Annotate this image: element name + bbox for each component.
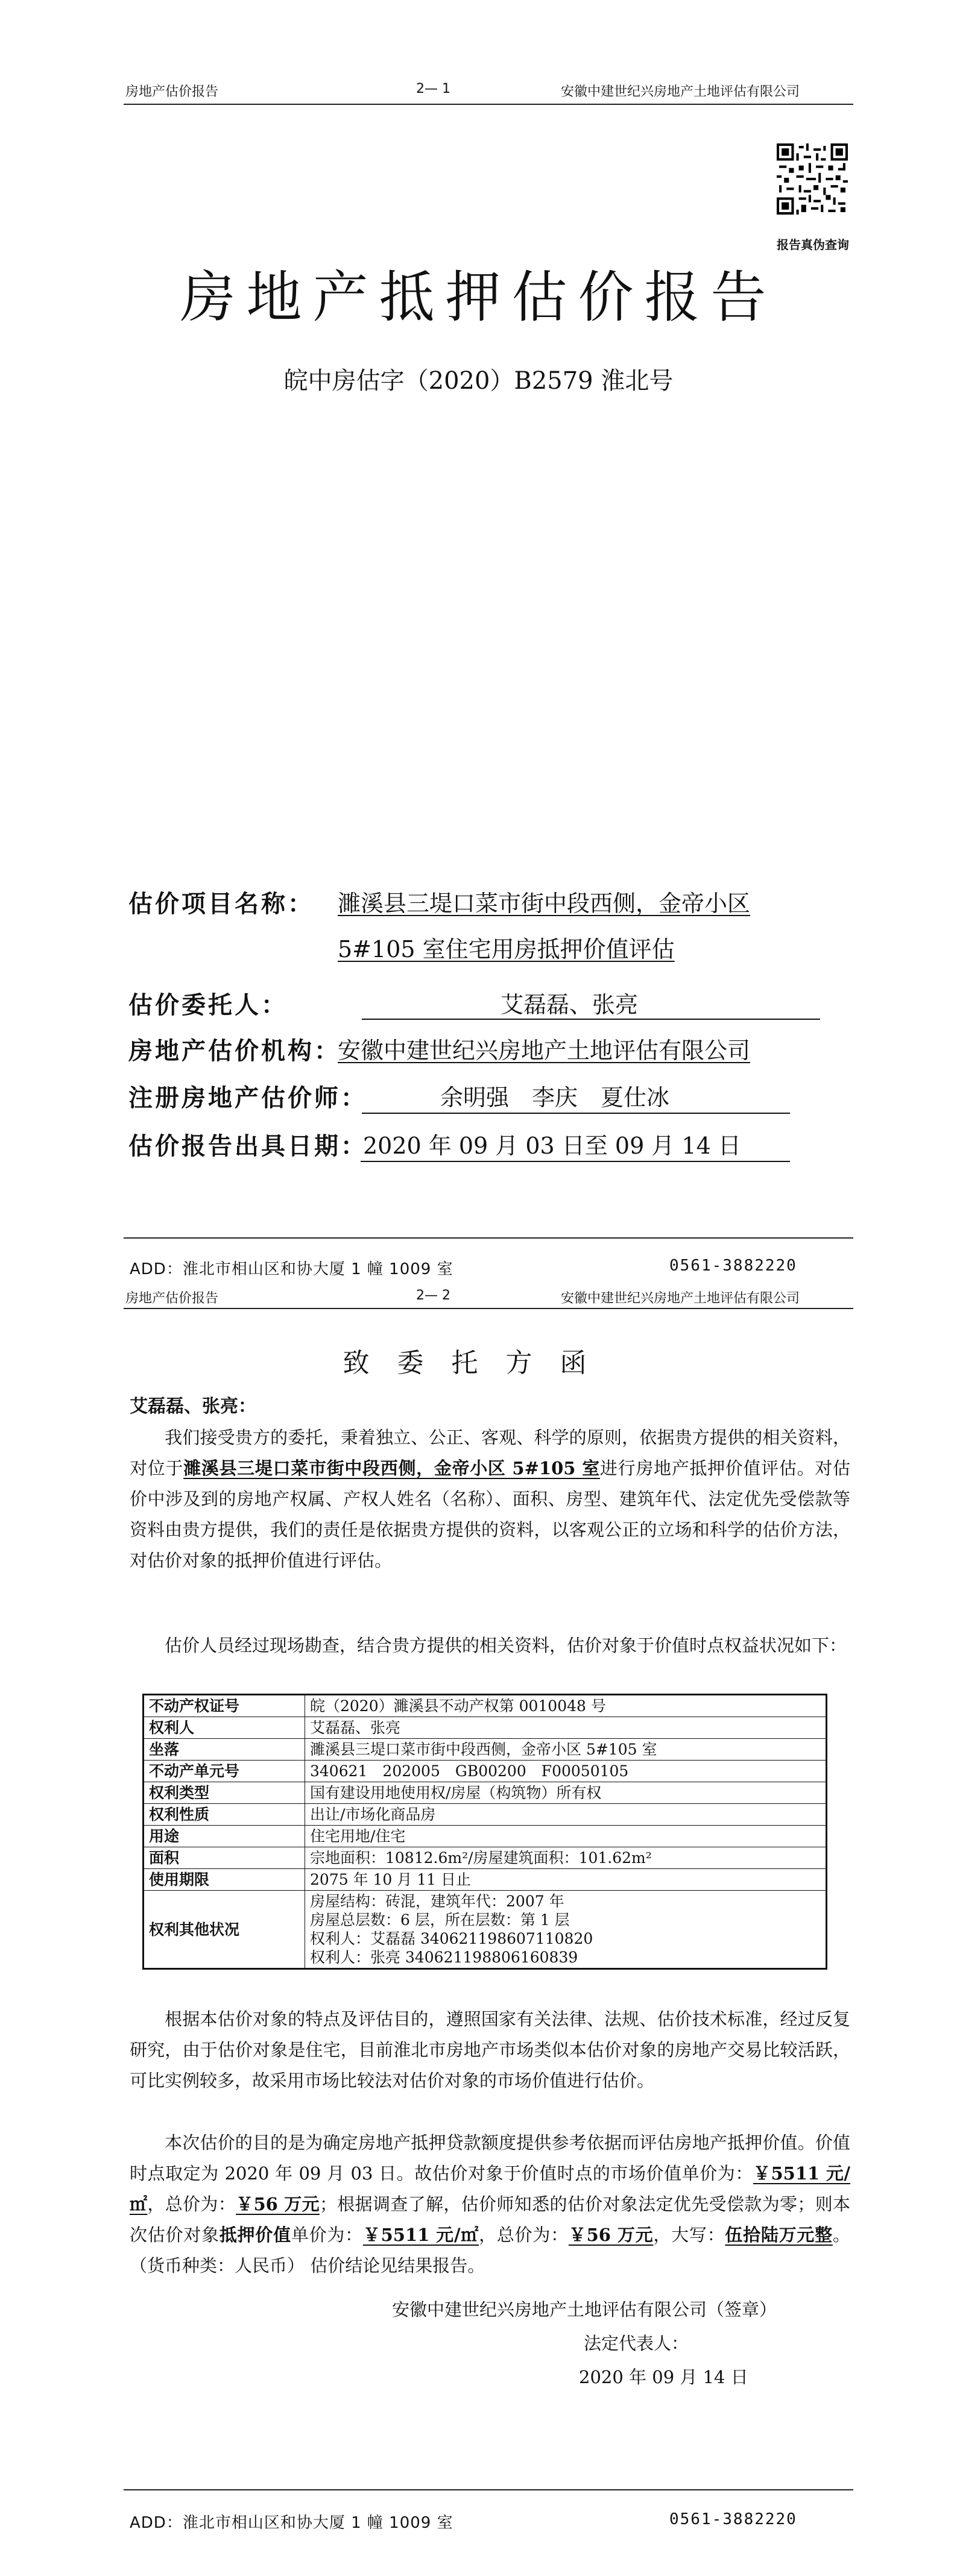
table-row [144, 1717, 827, 1739]
page-number: 2— 2 [416, 1288, 450, 1303]
table-value-cell [305, 1761, 827, 1782]
table-row [144, 1869, 827, 1891]
header-rule [124, 104, 853, 105]
table-value-line: 皖（2020）濉溪县不动产权第 0010048 号 [310, 1697, 606, 1715]
footer-rule [124, 1237, 853, 1239]
table-key-cell: 权利人 [144, 1717, 305, 1739]
market-unit-price: ￥5511 元/㎡ [130, 2163, 850, 2214]
footer-address: ADD：淮北市相山区和协大厦 1 幢 1009 室 [130, 1260, 453, 1278]
table-key-cell: 使用期限 [144, 1869, 305, 1891]
table-row [144, 1695, 827, 1717]
sign-representative: 法定代表人： [584, 2333, 689, 2354]
table-value-line: 权利人：艾磊磊 340621198607110820 [310, 1930, 593, 1947]
report-date-label: 估价报告出具日期： [128, 1132, 367, 1160]
table-key-cell: 坐落 [144, 1739, 305, 1761]
letter-paragraph-1: 我们接受贵方的委托，秉着独立、公正、客观、科学的原则，依据贵方提供的相关资料，对位于濉溪县三堤口菜市街中段西侧，金帝小区 5#105 室进行房地产抵押价值评估。对估价中涉及到的房地产权属、产权人姓名（名称）、面积、房型、建筑年代、法定优先受偿款等资料由贵方提供，我们的责任是依据贵方提供的资料，以客观公正的立场和科学的估价方法，对估价对象的抵押价值进行评估。 [130, 1427, 850, 1571]
report-date-value: 2020 年 09 月 03 日至 09 月 14 日 [363, 1132, 741, 1159]
table-row [144, 1891, 827, 1969]
agency-value: 安徽中建世纪兴房地产土地评估有限公司 [338, 1037, 751, 1064]
market-total-price: ￥56 万元 [236, 2194, 320, 2214]
page-header-company: 安徽中建世纪兴房地产土地评估有限公司 [561, 1291, 800, 1306]
table-row [144, 1739, 827, 1761]
table-key-cell: 面积 [144, 1847, 305, 1869]
table-value-line: 2075 年 10 月 11 日止 [310, 1871, 471, 1888]
letter-paragraph-4: 本次估价的目的是为确定房地产抵押贷款额度提供参考依据而评估房地产抵押价值。价值时点取定为 2020 年 09 月 03 日。故估价对象于价值时点的市场价值单价为：￥5511 元/㎡，总价为：￥56 万元；根据调查了解，估价师知悉的估价对象法定优先受偿款为零；则本次估价对象抵押价值单价为：￥5511 元/㎡，总价为：￥56 万元，大写：伍拾陆万元整。（货币种类：人民币） 估价结论见结果报告。 [130, 2132, 850, 2276]
table-value-cell [305, 1739, 827, 1761]
letter-paragraph-3: 根据本估价对象的特点及评估目的，遵照国家有关法律、法规、估价技术标准，经过反复研究，由于估价对象是住宅，目前淮北市房地产市场类似本估价对象的房地产交易比较活跃，可比实例较多，故采用市场比较法对估价对象的市场价值进行估价。 [130, 2009, 850, 2091]
report-date-underline [361, 1161, 790, 1162]
table-value-cell [305, 1804, 827, 1826]
table-value-line: 出让/市场化商品房 [310, 1806, 436, 1823]
project-name-value: 濉溪县三堤口菜市街中段西侧，金帝小区 [338, 890, 751, 917]
salutation: 艾磊磊、张亮： [130, 1396, 256, 1417]
price-in-words: 伍拾陆万元整 [725, 2225, 833, 2245]
table-key-cell: 权利性质 [144, 1804, 305, 1826]
page-number: 2— 1 [416, 81, 450, 96]
footer-address: ADD：淮北市相山区和协大厦 1 幢 1009 室 [130, 2514, 453, 2532]
table-value-line: 房屋结构：砖混，建筑年代：2007 年 [310, 1893, 564, 1910]
table-value-cell [305, 1826, 827, 1847]
property-location: 濉溪县三堤口菜市街中段西侧，金帝小区 5#105 室 [183, 1458, 600, 1478]
table-row [144, 1804, 827, 1826]
project-name-value-line2: 5#105 室住宅用房抵押价值评估 [338, 936, 675, 963]
table-row [144, 1826, 827, 1847]
mortgage-unit-price: ￥5511 元/㎡ [362, 2225, 479, 2245]
footer-rule [124, 2489, 853, 2490]
page-header-company: 安徽中建世纪兴房地产土地评估有限公司 [561, 84, 800, 99]
table-value-line: 340621 202005 GB00200 F00050105 [310, 1762, 629, 1780]
header-rule [124, 1308, 853, 1309]
table-key-cell: 权利类型 [144, 1782, 305, 1804]
project-name-label: 估价项目名称： [128, 890, 314, 918]
table-value-cell [305, 1869, 827, 1891]
table-value-cell [305, 1717, 827, 1739]
sign-company: 安徽中建世纪兴房地产土地评估有限公司（签章） [392, 2299, 777, 2320]
page-header-left: 房地产估价报告 [125, 1291, 219, 1306]
table-value-cell [305, 1782, 827, 1804]
appraisers-value: 余明强 李庆 夏仕冰 [440, 1084, 670, 1111]
table-key-cell: 权利其他状况 [144, 1891, 305, 1969]
client-label: 估价委托人： [128, 991, 288, 1019]
table-value-cell [305, 1695, 827, 1717]
table-key-cell: 不动产单元号 [144, 1761, 305, 1782]
table-row [144, 1761, 827, 1782]
qr-code-icon[interactable] [777, 143, 848, 215]
table-value-line: 宗地面积：10812.6m²/房屋建筑面积：101.62m² [310, 1849, 652, 1867]
footer-phone: 0561-3882220 [669, 2510, 797, 2528]
client-value: 艾磊磊、张亮 [501, 991, 639, 1018]
page-header-left: 房地产估价报告 [125, 84, 219, 99]
report-title: 房地产抵押估价报告 [180, 265, 777, 330]
table-value-cell [305, 1847, 827, 1869]
mortgage-value-label: 抵押价值 [219, 2225, 291, 2245]
appraisers-underline [362, 1113, 790, 1114]
table-row [144, 1847, 827, 1869]
table-value-line: 权利人：张亮 340621198806160839 [310, 1949, 578, 1966]
agency-label: 房地产估价机构： [128, 1037, 341, 1065]
table-value-line: 房屋总层数：6 层，所在层数：第 1 层 [310, 1911, 570, 1929]
table-row [144, 1782, 827, 1804]
appraisers-label: 注册房地产估价师： [128, 1084, 367, 1112]
table-value-line: 国有建设用地使用权/房屋（构筑物）所有权 [310, 1784, 602, 1802]
footer-phone: 0561-3882220 [669, 1257, 797, 1275]
table-value-cell [305, 1891, 827, 1969]
table-value-line: 濉溪县三堤口菜市街中段西侧，金帝小区 5#105 室 [310, 1741, 657, 1758]
letter-paragraph-2: 估价人员经过现场勘查，结合贵方提供的相关资料，估价对象于价值时点权益状况如下： [165, 1635, 847, 1656]
doc-number: 皖中房估字（2020）B2579 淮北号 [283, 367, 674, 395]
rights-table [142, 1694, 827, 1970]
sign-date: 2020 年 09 月 14 日 [579, 2367, 748, 2387]
letter-title: 致委托方函 [343, 1348, 614, 1378]
table-key-cell: 用途 [144, 1826, 305, 1847]
table-value-line: 住宅用地/住宅 [310, 1827, 406, 1845]
mortgage-total-price: ￥56 万元 [568, 2225, 654, 2245]
qr-caption: 报告真伪查询 [777, 237, 849, 252]
table-key-cell: 不动产权证号 [144, 1695, 305, 1717]
table-value-line: 艾磊磊、张亮 [310, 1719, 401, 1736]
